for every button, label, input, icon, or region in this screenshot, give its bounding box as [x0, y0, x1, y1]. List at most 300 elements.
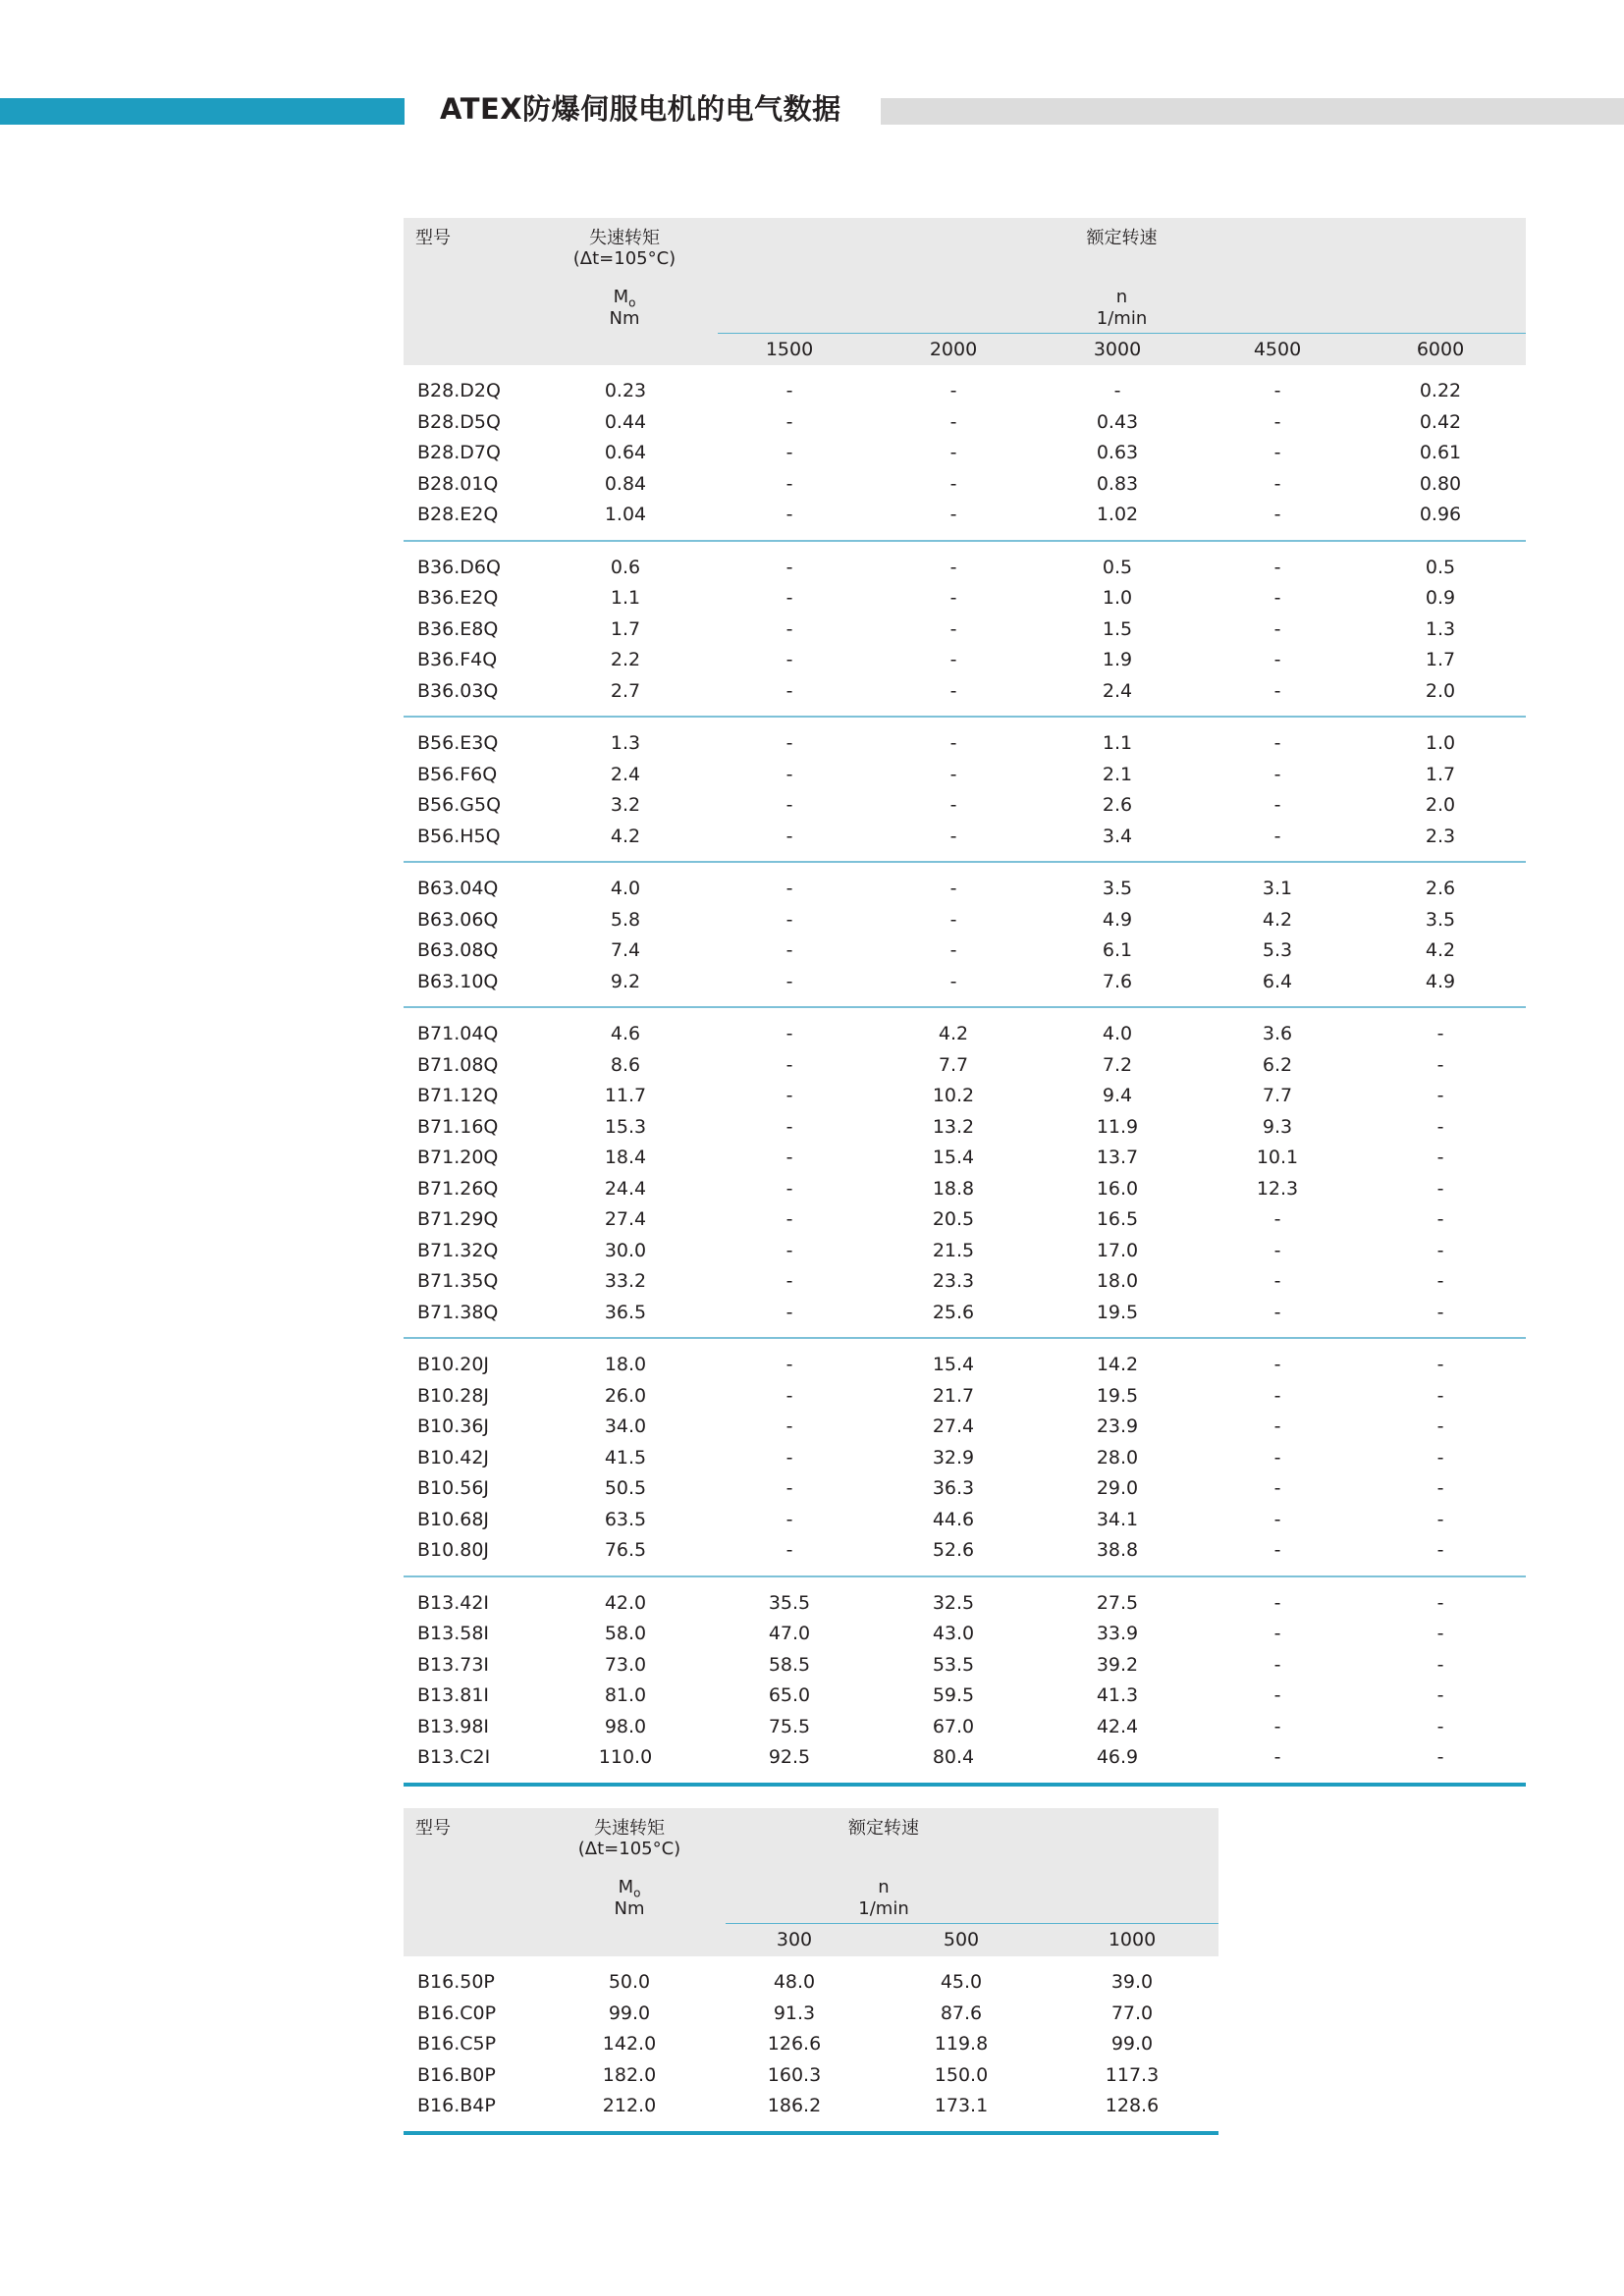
rated-torque-cell: -: [1436, 1746, 1444, 1768]
rated-torque-cell: -: [1436, 1177, 1444, 1200]
rated-torque-cell: 4.9: [1425, 970, 1456, 992]
rated-torque-cell: 4.9: [1102, 908, 1133, 931]
rated-torque-cell: -: [949, 794, 957, 816]
motor-series-group: [404, 1956, 1218, 2135]
stall-torque-cell: 2.7: [610, 679, 641, 702]
rated-torque-cell: 6.4: [1262, 970, 1293, 992]
table-row: [404, 1050, 1526, 1082]
model-column-header: 型号: [415, 228, 451, 248]
table-row: [404, 1204, 1526, 1236]
table-row: [404, 438, 1526, 469]
table-row: [404, 1742, 1526, 1774]
model-cell: B56.H5Q: [417, 825, 501, 847]
motor-series-group: [404, 718, 1526, 863]
rated-torque-cell: 87.6: [940, 2002, 983, 2024]
rated-torque-cell: -: [949, 472, 957, 495]
stall-torque-cell: 81.0: [604, 1684, 647, 1706]
rated-torque-cell: 38.8: [1096, 1539, 1139, 1561]
rated-torque-cell: -: [785, 1053, 793, 1076]
rated-torque-cell: 9.3: [1262, 1115, 1293, 1138]
rated-torque-cell: 9.4: [1102, 1085, 1133, 1106]
rated-torque-cell: -: [1273, 794, 1281, 816]
table-header: [404, 218, 1526, 365]
rated-torque-cell: 36.3: [932, 1477, 975, 1499]
stall-torque-cell: 9.2: [610, 970, 641, 992]
stall-torque-cell: 0.84: [604, 472, 647, 495]
speed-column-header: 500: [943, 1929, 980, 1950]
stall-torque-cell: 11.7: [604, 1085, 647, 1106]
rated-torque-cell: 5.3: [1262, 939, 1293, 961]
rated-torque-cell: 92.5: [768, 1746, 811, 1768]
rated-torque-cell: -: [1273, 732, 1281, 754]
rated-torque-cell: 14.2: [1096, 1354, 1139, 1375]
table-row: [404, 676, 1526, 708]
rated-torque-cell: 7.2: [1102, 1053, 1133, 1076]
model-cell: B71.16Q: [417, 1115, 499, 1138]
table-row: [404, 1712, 1526, 1743]
rated-torque-cell: 45.0: [940, 1971, 983, 1993]
rated-torque-cell: -: [785, 1023, 793, 1044]
model-cell: B36.E8Q: [417, 617, 499, 640]
rated-torque-cell: -: [785, 556, 793, 578]
stall-torque-cell: 0.64: [604, 442, 647, 463]
model-cell: B13.42I: [417, 1591, 490, 1614]
rated-torque-cell: 42.4: [1096, 1715, 1139, 1737]
rated-torque-cell: 4.2: [1262, 908, 1293, 931]
speed-column-header: 2000: [929, 339, 978, 360]
rated-torque-cell: 0.9: [1425, 587, 1456, 609]
rated-torque-cell: -: [1273, 1591, 1281, 1614]
table-row: [404, 553, 1526, 584]
stall-torque-cell: 8.6: [610, 1053, 641, 1076]
rated-torque-cell: 10.1: [1256, 1147, 1299, 1168]
rated-torque-cell: -: [785, 1477, 793, 1499]
rated-torque-cell: 186.2: [767, 2095, 822, 2116]
rated-torque-cell: 6.2: [1262, 1053, 1293, 1076]
rated-torque-cell: 1.7: [1425, 763, 1456, 785]
model-cell: B71.38Q: [417, 1301, 499, 1323]
rated-torque-cell: 2.6: [1425, 878, 1456, 899]
table-row: [404, 645, 1526, 676]
model-cell: B28.E2Q: [417, 504, 499, 525]
rated-torque-cell: 32.9: [932, 1446, 975, 1468]
rated-torque-cell: -: [1436, 1715, 1444, 1737]
table-row: [404, 1266, 1526, 1298]
rated-torque-cell: 21.7: [932, 1384, 975, 1407]
stall-torque-cell: 18.0: [604, 1354, 647, 1375]
motor-series-group: [404, 1008, 1526, 1339]
rated-torque-cell: -: [785, 442, 793, 463]
speed-columns: [404, 1925, 1218, 1954]
rated-torque-cell: -: [1273, 763, 1281, 785]
stall-torque-cell: 0.6: [610, 556, 641, 578]
page-title: ATEX防爆伺服电机的电气数据: [440, 92, 841, 126]
rated-torque-cell: 91.3: [773, 2002, 816, 2024]
model-cell: B13.98I: [417, 1715, 490, 1737]
table-row: [404, 905, 1526, 936]
rated-torque-cell: -: [785, 472, 793, 495]
rated-torque-cell: -: [785, 1147, 793, 1168]
stall-torque-cell: 76.5: [604, 1539, 647, 1561]
rated-torque-cell: -: [785, 939, 793, 961]
model-cell: B63.06Q: [417, 908, 499, 931]
rated-torque-cell: -: [1273, 556, 1281, 578]
rated-torque-cell: -: [785, 878, 793, 899]
header-divider: [726, 1923, 1218, 1924]
rated-torque-cell: -: [949, 587, 957, 609]
stall-torque-cell: 33.2: [604, 1270, 647, 1292]
rated-torque-cell: -: [949, 504, 957, 525]
speed-column-header: 1000: [1108, 1929, 1157, 1950]
stall-torque-cell: 0.44: [604, 410, 647, 433]
model-cell: B16.C5P: [417, 2033, 497, 2055]
rated-torque-cell: 4.2: [1425, 939, 1456, 961]
model-cell: B63.10Q: [417, 970, 499, 992]
rated-torque-cell: -: [1436, 1684, 1444, 1706]
rated-torque-cell: 2.0: [1425, 794, 1456, 816]
rated-torque-cell: 0.22: [1419, 380, 1462, 401]
stall-torque-cell: 36.5: [604, 1301, 647, 1323]
stall-torque-cell: 73.0: [604, 1653, 647, 1676]
rated-torque-cell: -: [1436, 1208, 1444, 1230]
rated-torque-cell: 39.2: [1096, 1653, 1139, 1676]
stall-torque-cell: 24.4: [604, 1177, 647, 1200]
speed-column-header: 3000: [1093, 339, 1142, 360]
model-cell: B71.29Q: [417, 1208, 499, 1230]
rated-torque-cell: -: [1436, 1270, 1444, 1292]
rated-torque-cell: -: [785, 732, 793, 754]
rated-torque-cell: 29.0: [1096, 1477, 1139, 1499]
rated-torque-cell: 4.0: [1102, 1023, 1133, 1044]
model-cell: B28.D2Q: [417, 380, 501, 401]
table-row: [404, 1588, 1526, 1620]
rated-torque-cell: 59.5: [932, 1684, 975, 1706]
table-row: [404, 1619, 1526, 1650]
rated-torque-cell: -: [1273, 1746, 1281, 1768]
rated-torque-cell: 19.5: [1096, 1384, 1139, 1407]
model-cell: B10.20J: [417, 1354, 490, 1375]
rated-torque-cell: -: [785, 825, 793, 847]
model-cell: B71.35Q: [417, 1270, 499, 1292]
table-row: [404, 1412, 1526, 1443]
torque-unit: Nm: [609, 308, 640, 329]
model-cell: B36.E2Q: [417, 587, 499, 609]
table-row: [404, 1473, 1526, 1505]
model-cell: B71.08Q: [417, 1053, 499, 1076]
table-row: [404, 2060, 1218, 2092]
rated-torque-cell: 3.5: [1102, 878, 1133, 899]
rated-torque-cell: -: [785, 1508, 793, 1530]
rated-torque-cell: -: [1436, 1539, 1444, 1561]
torque-symbol: $M_o$: [613, 287, 636, 310]
rated-torque-cell: -: [785, 1270, 793, 1292]
rated-torque-cell: -: [1273, 649, 1281, 670]
motor-series-group: [404, 863, 1526, 1008]
rated-torque-cell: 67.0: [932, 1715, 975, 1737]
rated-torque-cell: -: [785, 1208, 793, 1230]
model-cell: B36.03Q: [417, 679, 499, 702]
model-cell: B63.04Q: [417, 878, 499, 899]
rated-torque-cell: -: [1273, 1623, 1281, 1644]
table-row: [404, 407, 1526, 439]
stall-torque-cell: 34.0: [604, 1415, 647, 1437]
rated-torque-cell: 0.83: [1096, 472, 1139, 495]
speed-unit: 1/min: [1096, 308, 1148, 329]
rated-torque-cell: 6.1: [1102, 939, 1133, 961]
table-row: [404, 583, 1526, 614]
rated-torque-cell: -: [1273, 380, 1281, 401]
electrical-data-table-2: [404, 1808, 1218, 2135]
rated-torque-cell: 16.5: [1096, 1208, 1139, 1230]
rated-torque-cell: 2.3: [1425, 825, 1456, 847]
stall-torque-cell: 18.4: [604, 1147, 647, 1168]
rated-torque-cell: -: [1436, 1415, 1444, 1437]
rated-torque-cell: 10.2: [932, 1085, 975, 1106]
rated-torque-cell: -: [785, 908, 793, 931]
rated-torque-cell: 1.7: [1425, 649, 1456, 670]
table-row: [404, 1999, 1218, 2030]
rated-torque-cell: 34.1: [1096, 1508, 1139, 1530]
electrical-data-table-1: [404, 218, 1526, 1787]
rated-torque-cell: -: [1273, 1539, 1281, 1561]
table-row: [404, 1236, 1526, 1267]
table-row: [404, 1381, 1526, 1413]
rated-torque-cell: -: [1273, 472, 1281, 495]
rated-torque-cell: 16.0: [1096, 1177, 1139, 1200]
stall-torque-cell: 63.5: [604, 1508, 647, 1530]
rated-torque-cell: -: [1273, 1446, 1281, 1468]
table-row: [404, 1505, 1526, 1536]
rated-torque-cell: 19.5: [1096, 1301, 1139, 1323]
rated-torque-cell: -: [1273, 442, 1281, 463]
model-cell: B28.01Q: [417, 472, 499, 495]
rated-torque-cell: -: [785, 504, 793, 525]
rated-torque-cell: 0.80: [1419, 472, 1462, 495]
model-cell: B56.F6Q: [417, 763, 498, 785]
model-cell: B10.56J: [417, 1477, 490, 1499]
rated-torque-cell: 23.9: [1096, 1415, 1139, 1437]
stall-torque-cell: 26.0: [604, 1384, 647, 1407]
table-row: [404, 1174, 1526, 1205]
rated-torque-cell: 0.96: [1419, 504, 1462, 525]
rated-torque-cell: 0.42: [1419, 410, 1462, 433]
model-cell: B71.12Q: [417, 1085, 499, 1106]
rated-torque-cell: -: [949, 763, 957, 785]
rated-torque-cell: -: [949, 380, 957, 401]
motor-series-group: [404, 1577, 1526, 1787]
stall-torque-cell: 2.2: [610, 649, 641, 670]
rated-torque-cell: -: [1273, 825, 1281, 847]
table-row: [404, 1650, 1526, 1682]
rated-torque-cell: -: [1436, 1591, 1444, 1614]
rated-torque-cell: 33.9: [1096, 1623, 1139, 1644]
rated-torque-cell: 0.5: [1102, 556, 1133, 578]
rated-torque-cell: 126.6: [767, 2033, 822, 2055]
torque-header-line2: (Δt=105°C): [572, 248, 677, 269]
table-row: [404, 1443, 1526, 1474]
rated-torque-cell: 11.9: [1096, 1115, 1139, 1138]
rated-torque-cell: -: [1273, 1477, 1281, 1499]
speed-symbol: n: [878, 1877, 890, 1897]
rated-torque-cell: -: [1436, 1053, 1444, 1076]
model-cell: B56.E3Q: [417, 732, 499, 754]
rated-torque-cell: -: [785, 649, 793, 670]
speed-column-header: 4500: [1253, 339, 1302, 360]
rated-torque-cell: -: [785, 1539, 793, 1561]
motor-series-group: [404, 542, 1526, 719]
rated-torque-cell: -: [1113, 380, 1121, 401]
torque-header-line1: 失速转矩: [594, 1818, 665, 1839]
rated-torque-cell: 21.5: [932, 1239, 975, 1261]
rated-torque-cell: -: [785, 1446, 793, 1468]
rated-torque-cell: -: [785, 1115, 793, 1138]
rated-torque-cell: -: [1436, 1623, 1444, 1644]
model-cell: B16.B4P: [417, 2095, 496, 2116]
rated-torque-cell: 65.0: [768, 1684, 811, 1706]
rated-torque-cell: 1.5: [1102, 617, 1133, 640]
rated-torque-cell: -: [949, 410, 957, 433]
rated-torque-cell: 12.3: [1256, 1177, 1299, 1200]
rated-torque-cell: 150.0: [934, 2063, 989, 2086]
rated-torque-cell: -: [1273, 504, 1281, 525]
model-cell: B10.68J: [417, 1508, 490, 1530]
rated-torque-cell: 80.4: [932, 1746, 975, 1768]
rated-torque-cell: -: [1436, 1085, 1444, 1106]
rated-torque-cell: -: [1273, 410, 1281, 433]
table-row: [404, 1143, 1526, 1174]
model-cell: B10.28J: [417, 1384, 490, 1407]
rated-torque-cell: 13.7: [1096, 1147, 1139, 1168]
stall-torque-cell: 41.5: [604, 1446, 647, 1468]
rated-speed-header: 额定转速: [848, 1818, 919, 1839]
rated-torque-cell: 0.5: [1425, 556, 1456, 578]
stall-torque-cell: 98.0: [604, 1715, 647, 1737]
rated-torque-cell: 20.5: [932, 1208, 975, 1230]
stall-torque-cell: 58.0: [604, 1623, 647, 1644]
table-row: [404, 614, 1526, 646]
rated-torque-cell: -: [1436, 1477, 1444, 1499]
stall-torque-cell: 212.0: [602, 2095, 657, 2116]
rated-torque-cell: -: [1436, 1384, 1444, 1407]
stall-torque-cell: 30.0: [604, 1239, 647, 1261]
rated-torque-cell: -: [1436, 1508, 1444, 1530]
rated-torque-cell: 0.61: [1419, 442, 1462, 463]
rated-torque-cell: -: [1273, 1208, 1281, 1230]
model-cell: B13.C2I: [417, 1746, 491, 1768]
rated-torque-cell: -: [785, 1085, 793, 1106]
rated-torque-cell: 52.6: [932, 1539, 975, 1561]
rated-torque-cell: -: [1436, 1239, 1444, 1261]
rated-torque-cell: 15.4: [932, 1354, 975, 1375]
rated-torque-cell: -: [1273, 1653, 1281, 1676]
stall-torque-cell: 0.23: [604, 380, 647, 401]
motor-series-group: [404, 1339, 1526, 1577]
rated-torque-cell: -: [1273, 1354, 1281, 1375]
rated-torque-cell: 43.0: [932, 1623, 975, 1644]
stall-torque-cell: 110.0: [598, 1746, 653, 1768]
rated-torque-cell: 1.9: [1102, 649, 1133, 670]
speed-column-header: 300: [776, 1929, 813, 1950]
stall-torque-cell: 27.4: [604, 1208, 647, 1230]
rated-speed-header: 额定转速: [1086, 228, 1158, 248]
rated-torque-cell: -: [1436, 1653, 1444, 1676]
table-row: [404, 2029, 1218, 2060]
stall-torque-cell: 42.0: [604, 1591, 647, 1614]
rated-torque-cell: -: [785, 970, 793, 992]
rated-torque-cell: 7.7: [1262, 1085, 1293, 1106]
torque-unit: Nm: [614, 1898, 645, 1919]
table-row: [404, 1081, 1526, 1112]
rated-torque-cell: -: [1273, 1415, 1281, 1437]
stall-torque-cell: 4.2: [610, 825, 641, 847]
rated-torque-cell: 53.5: [932, 1653, 975, 1676]
stall-torque-cell: 3.2: [610, 794, 641, 816]
rated-torque-cell: 2.6: [1102, 794, 1133, 816]
rated-torque-cell: 48.0: [773, 1971, 816, 1993]
table-row: [404, 822, 1526, 853]
rated-torque-cell: 1.02: [1096, 504, 1139, 525]
model-cell: B71.04Q: [417, 1023, 499, 1044]
rated-torque-cell: -: [785, 1177, 793, 1200]
model-cell: B71.20Q: [417, 1147, 499, 1168]
rated-torque-cell: 2.0: [1425, 679, 1456, 702]
model-cell: B16.50P: [417, 1971, 495, 1993]
table-row: [404, 874, 1526, 905]
rated-torque-cell: -: [785, 679, 793, 702]
rated-torque-cell: 3.6: [1262, 1023, 1293, 1044]
stall-torque-cell: 1.04: [604, 504, 647, 525]
rated-torque-cell: 46.9: [1096, 1746, 1139, 1768]
stall-torque-cell: 2.4: [610, 763, 641, 785]
stall-torque-cell: 4.6: [610, 1023, 641, 1044]
rated-torque-cell: 7.6: [1102, 970, 1133, 992]
table-row: [404, 1350, 1526, 1381]
rated-torque-cell: -: [785, 1239, 793, 1261]
rated-torque-cell: -: [1273, 679, 1281, 702]
rated-torque-cell: 2.4: [1102, 679, 1133, 702]
rated-torque-cell: -: [1273, 1684, 1281, 1706]
stall-torque-cell: 50.5: [604, 1477, 647, 1499]
rated-torque-cell: 27.4: [932, 1415, 975, 1437]
rated-torque-cell: 25.6: [932, 1301, 975, 1323]
rated-torque-cell: -: [949, 442, 957, 463]
stall-torque-cell: 15.3: [604, 1115, 647, 1138]
model-cell: B10.36J: [417, 1415, 490, 1437]
rated-torque-cell: -: [785, 410, 793, 433]
torque-symbol: $M_o$: [618, 1877, 641, 1900]
table-row: [404, 1681, 1526, 1712]
model-cell: B10.80J: [417, 1539, 490, 1561]
stall-torque-cell: 7.4: [610, 939, 641, 961]
rated-torque-cell: 119.8: [934, 2033, 989, 2055]
rated-torque-cell: 47.0: [768, 1623, 811, 1644]
rated-torque-cell: 7.7: [938, 1053, 969, 1076]
table-body: [404, 1956, 1218, 2135]
model-cell: B71.26Q: [417, 1177, 499, 1200]
rated-torque-cell: 0.43: [1096, 410, 1139, 433]
model-cell: B63.08Q: [417, 939, 499, 961]
rated-torque-cell: 39.0: [1110, 1971, 1154, 1993]
rated-torque-cell: 1.3: [1425, 617, 1456, 640]
table-row: [404, 1019, 1526, 1050]
rated-torque-cell: -: [949, 649, 957, 670]
rated-torque-cell: 41.3: [1096, 1684, 1139, 1706]
model-cell: B71.32Q: [417, 1239, 499, 1261]
rated-torque-cell: -: [1436, 1023, 1444, 1044]
rated-torque-cell: -: [1273, 1715, 1281, 1737]
table-row: [404, 376, 1526, 407]
rated-torque-cell: -: [785, 794, 793, 816]
